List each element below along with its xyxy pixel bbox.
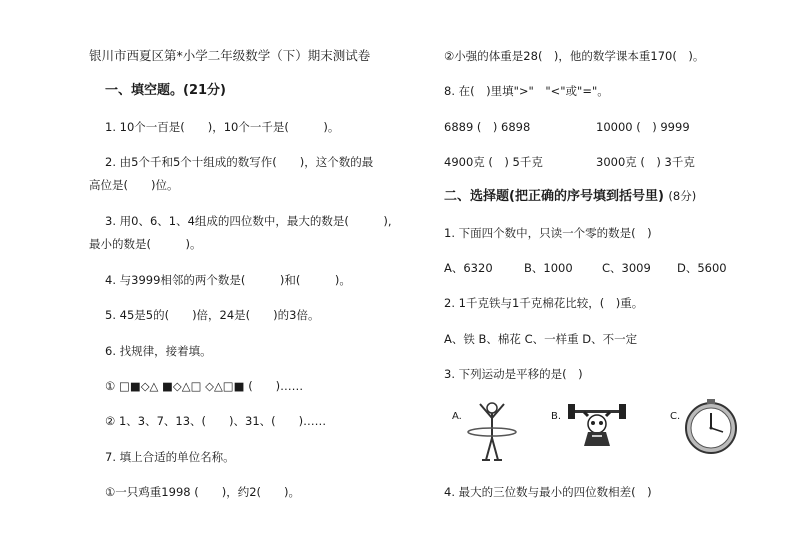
section-fill-blanks-heading: 一、填空题。(21分) bbox=[105, 83, 226, 98]
choice-1: 1. 下面四个数中，只读一个零的数是( ) bbox=[444, 226, 652, 240]
choice-2: 2. 1千克铁与1千克棉花比较，( )重。 bbox=[444, 296, 644, 310]
choice-1-option-d: D、5600 bbox=[677, 261, 727, 275]
choice-3-label-a: A. bbox=[452, 411, 462, 422]
question-6-pattern-numbers: ② 1、3、7、13、( )、31、( )…… bbox=[105, 414, 327, 428]
exam-title: 银川市西夏区第*小学二年级数学（下）期末测试卷 bbox=[89, 48, 371, 63]
question-2-line-1: 2. 由5个千和5个十组成的数写作( )，这个数的最 bbox=[105, 155, 374, 169]
choice-1-option-a: A、6320 bbox=[444, 261, 493, 275]
choice-3: 3. 下列运动是平移的是( ) bbox=[444, 367, 583, 381]
section-choice-score: (8分) bbox=[668, 189, 697, 203]
compare-1a: 6889 ( ) 6898 bbox=[444, 120, 531, 134]
choice-1-option-c: C、3009 bbox=[602, 261, 651, 275]
clock-image bbox=[680, 398, 742, 456]
question-3-line-1: 3. 用0、6、1、4组成的四位数中，最大的数是( ), bbox=[105, 214, 392, 228]
question-6: 6. 找规律，接着填。 bbox=[105, 344, 212, 358]
question-8: 8. 在( )里填">" "<"或"="。 bbox=[444, 84, 609, 98]
choice-2-options: A、铁 B、棉花 C、一样重 D、不一定 bbox=[444, 332, 638, 346]
compare-2b: 3000克 ( ) 3千克 bbox=[596, 155, 695, 169]
question-7-item-2: ②小强的体重是28( )，他的数学课本重170( )。 bbox=[444, 49, 705, 63]
question-7: 7. 填上合适的单位名称。 bbox=[105, 450, 235, 464]
choice-3-label-c: C. bbox=[670, 411, 681, 422]
question-6-pattern-shapes: ① □■◇△ ■◇△□ ◇△□■ ( )…… bbox=[105, 379, 304, 393]
choice-3-label-b: B. bbox=[551, 411, 562, 422]
question-1: 1. 10个一百是( )，10个一千是( )。 bbox=[105, 120, 340, 134]
hula-hoop-person-image bbox=[452, 398, 524, 468]
question-5: 5. 45是5的( )倍，24是( )的3倍。 bbox=[105, 308, 320, 322]
question-3-line-2: 最小的数是( )。 bbox=[89, 237, 202, 251]
compare-1b: 10000 ( ) 9999 bbox=[596, 120, 690, 134]
section-choice-heading bbox=[444, 189, 696, 204]
section-choice-title: 二、选择题(把正确的序号填到括号里) bbox=[444, 189, 664, 204]
choice-4: 4. 最大的三位数与最小的四位数相差( ) bbox=[444, 485, 652, 499]
choice-1-option-b: B、1000 bbox=[524, 261, 573, 275]
compare-2a: 4900克 ( ) 5千克 bbox=[444, 155, 543, 169]
question-4: 4. 与3999相邻的两个数是( )和( )。 bbox=[105, 273, 351, 287]
weightlifter-panda-image bbox=[566, 402, 628, 450]
question-7-item-1: ①一只鸡重1998 ( )，约2( )。 bbox=[105, 485, 300, 499]
question-2-line-2: 高位是( )位。 bbox=[89, 178, 179, 192]
